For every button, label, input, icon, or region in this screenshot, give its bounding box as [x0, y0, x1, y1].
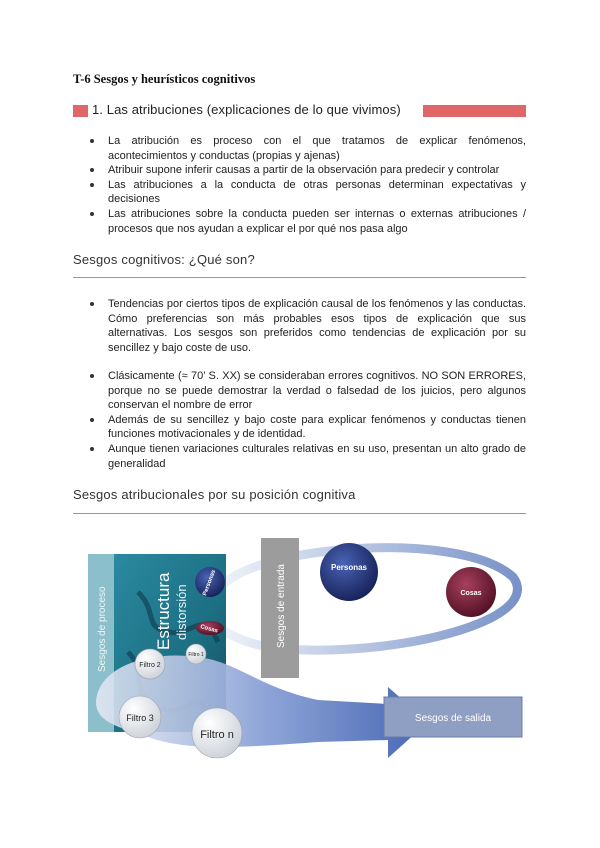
filter-3-label: Filtro 3 [126, 713, 154, 723]
filter-2-label: Filtro 2 [139, 662, 161, 669]
list-item: Clásicamente (≈ 70’ S. XX) se consideraban errores cognitivos. NO SON ERRORES, porque no se puede demostrar la verdad o falsedad de los juicios, pero algunos conservan el nombre de error [90, 369, 526, 413]
output-bias-label: Sesgos de salida [414, 713, 492, 724]
distortion-label: distorsión [174, 584, 189, 640]
filter-1-label: Filtro 1 [188, 652, 204, 658]
sesgos-definition-list [90, 297, 526, 355]
sesgos-details-list [90, 369, 526, 471]
list-item: Además de su sencillez y bajo coste para explicar fenómenos y conductas tienen funciones motivacionales y de identidad. [90, 413, 526, 442]
heading-underline [73, 277, 526, 278]
list-item: Las atribuciones a la conducta de otras personas determinan expectativas y decisiones [90, 178, 526, 207]
section-heading-sesgos-atribucionales: Sesgos atribucionales por su posición cognitiva [73, 487, 356, 502]
process-bias-label: Sesgos de proceso [97, 586, 108, 672]
list-item: Atribuir supone inferir causas a partir de la observación para predecir y controlar [90, 163, 526, 178]
section-heading-atribuciones [73, 101, 526, 119]
heading-accent-right [423, 105, 526, 117]
personas-node [320, 543, 378, 601]
list-item: Aunque tienen variaciones culturales relativas en su uso, presentan un alto grado de generalidad [90, 442, 526, 471]
atribuciones-list [90, 134, 526, 236]
heading-underline [73, 513, 526, 514]
section-heading-sesgos-que-son: Sesgos cognitivos: ¿Qué son? [73, 252, 255, 267]
cosas-label: Cosas [460, 590, 482, 597]
structure-label: Estructura [154, 572, 173, 650]
section-heading-text: 1. Las atribuciones (explicaciones de lo que vivimos) [92, 102, 401, 117]
personas-small-label: Personas [202, 569, 218, 597]
cognitive-bias-diagram [88, 532, 533, 777]
filter-n-label: Filtro n [200, 729, 234, 741]
heading-accent-left [73, 105, 88, 117]
list-item: La atribución es proceso con el que tratamos de explicar fenómenos, acontecimientos y conductas (propias y ajenas) [90, 134, 526, 163]
input-bias-label: Sesgos de entrada [276, 564, 287, 648]
personas-label: Personas [330, 563, 368, 572]
list-item: Las atribuciones sobre la conducta pueden ser internas o externas atribuciones / procesos que nos ayudan a explicar el por qué nos pasa algo [90, 207, 526, 236]
document-title: T-6 Sesgos y heurísticos cognitivos [73, 72, 256, 86]
list-item: Tendencias por ciertos tipos de explicación causal de los fenómenos y las conductas. Cómo preferencias son más probables esos tipos de explicación que sus alternativas. Los sesgos son preferidos como tendencias de explicación por su sencillez y bajo coste de uso. [90, 297, 526, 355]
cosas-small-label: Cosas [199, 624, 219, 635]
